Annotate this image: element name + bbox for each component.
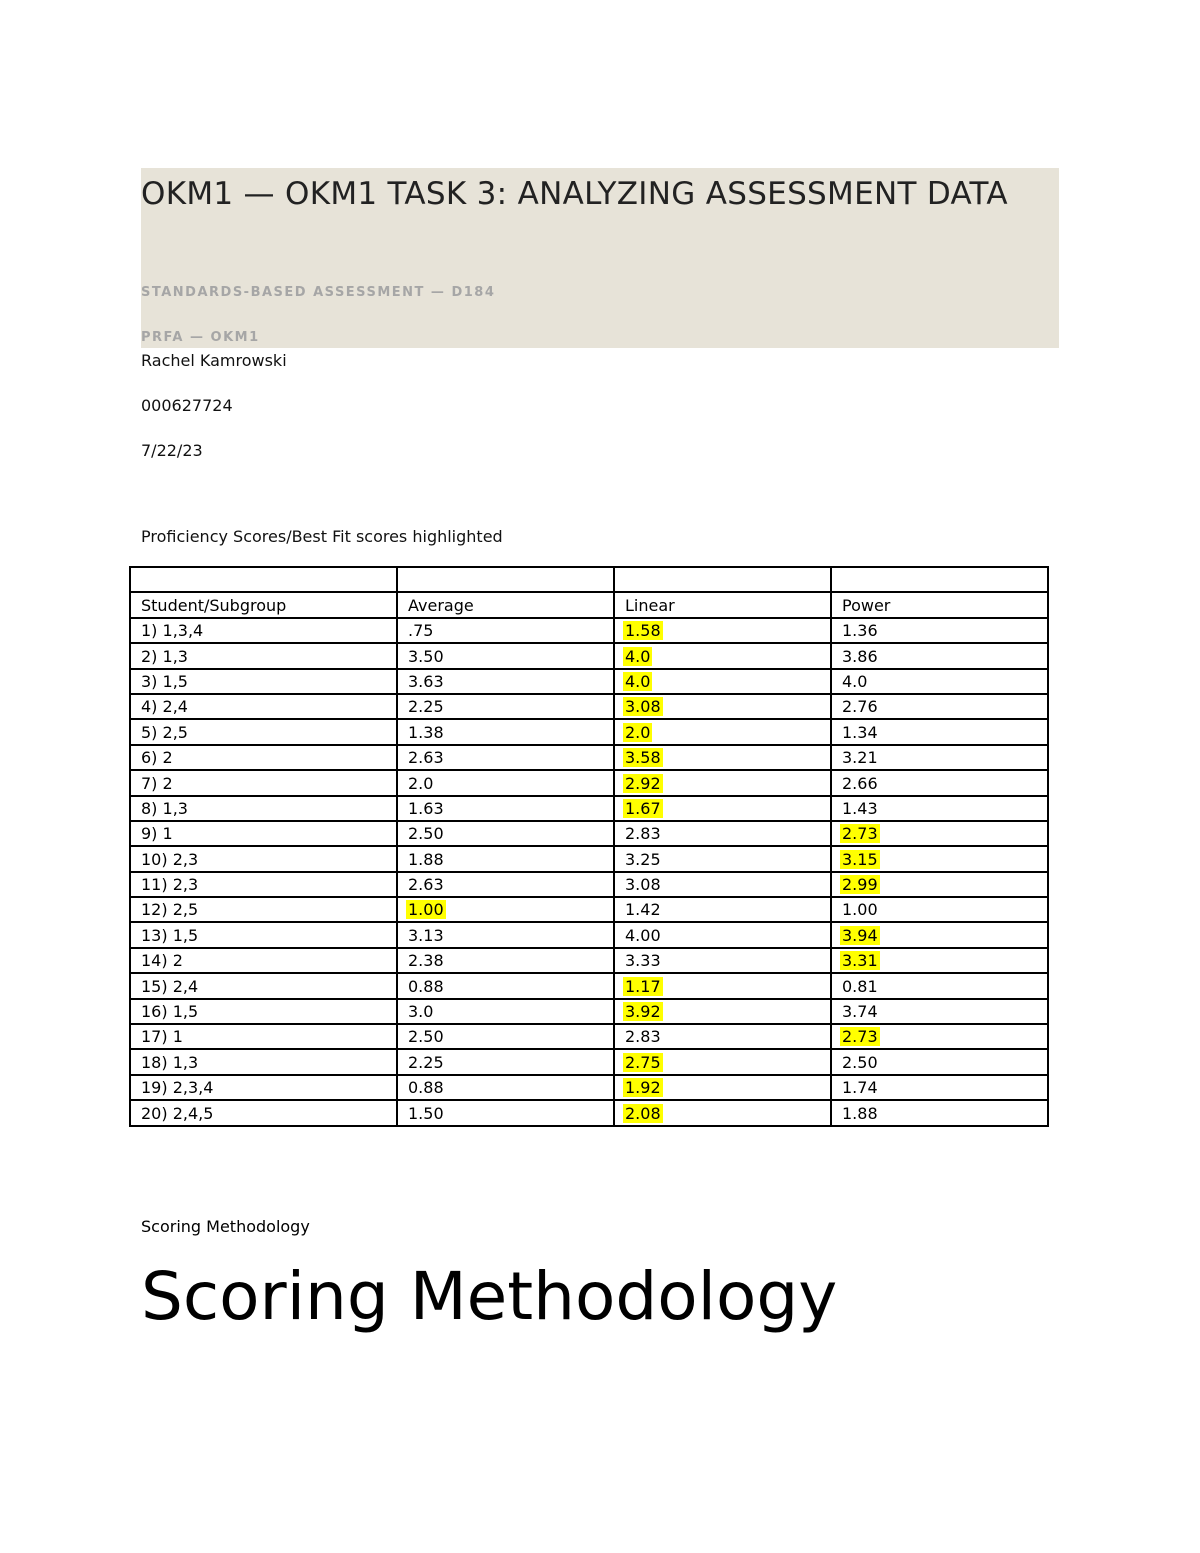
power-score-cell — [831, 948, 1048, 973]
linear-score-cell — [614, 1075, 831, 1100]
student-subgroup-cell: 13) 1,5 — [130, 922, 397, 947]
best-fit-highlight: 4.0 — [625, 646, 651, 666]
linear-score-cell — [614, 1049, 831, 1074]
average-score-cell: 0.88 — [397, 1075, 614, 1100]
average-score-cell: .75 — [397, 618, 614, 643]
average-score-cell — [397, 897, 614, 922]
student-subgroup-cell: 17) 1 — [130, 1024, 397, 1049]
power-score-cell — [831, 821, 1048, 846]
student-subgroup-cell: 11) 2,3 — [130, 872, 397, 897]
table-blank-row — [130, 567, 1048, 592]
section-heading-large: Scoring Methodology — [141, 1258, 838, 1335]
power-score-cell: 1.36 — [831, 618, 1048, 643]
best-fit-highlight: 3.08 — [625, 697, 661, 717]
average-score-cell: 2.0 — [397, 770, 614, 795]
average-score-cell: 2.50 — [397, 821, 614, 846]
linear-score-cell — [614, 973, 831, 998]
table-row — [130, 922, 1048, 947]
table-row — [130, 643, 1048, 668]
average-score-cell: 3.13 — [397, 922, 614, 947]
power-score-cell: 3.74 — [831, 999, 1048, 1024]
table-row — [130, 1075, 1048, 1100]
column-header-student: Student/Subgroup — [130, 592, 397, 617]
linear-score-cell — [614, 796, 831, 821]
table-row — [130, 770, 1048, 795]
student-subgroup-cell: 12) 2,5 — [130, 897, 397, 922]
student-subgroup-cell: 3) 1,5 — [130, 669, 397, 694]
average-score-cell: 3.50 — [397, 643, 614, 668]
best-fit-highlight: 3.92 — [625, 1002, 661, 1022]
linear-score-cell — [614, 643, 831, 668]
power-score-cell: 4.0 — [831, 669, 1048, 694]
linear-score-cell — [614, 618, 831, 643]
power-score-cell: 2.66 — [831, 770, 1048, 795]
power-score-cell: 1.34 — [831, 719, 1048, 744]
power-score-cell: 2.50 — [831, 1049, 1048, 1074]
average-score-cell: 2.38 — [397, 948, 614, 973]
section-heading-small: Scoring Methodology — [141, 1217, 310, 1236]
student-subgroup-cell: 16) 1,5 — [130, 999, 397, 1024]
student-subgroup-cell: 2) 1,3 — [130, 643, 397, 668]
best-fit-highlight: 2.08 — [625, 1103, 661, 1123]
table-header-row — [130, 592, 1048, 617]
linear-score-cell — [614, 694, 831, 719]
average-score-cell: 1.88 — [397, 846, 614, 871]
power-score-cell — [831, 922, 1048, 947]
best-fit-highlight: 2.92 — [625, 773, 661, 793]
linear-score-cell — [614, 999, 831, 1024]
student-subgroup-cell: 15) 2,4 — [130, 973, 397, 998]
linear-score-cell: 2.83 — [614, 1024, 831, 1049]
proficiency-scores-table — [129, 566, 1049, 1127]
average-score-cell: 2.25 — [397, 694, 614, 719]
blank-cell — [614, 567, 831, 592]
table-row — [130, 948, 1048, 973]
best-fit-highlight: 2.73 — [842, 824, 878, 844]
student-subgroup-cell: 5) 2,5 — [130, 719, 397, 744]
power-score-cell: 1.74 — [831, 1075, 1048, 1100]
best-fit-highlight: 4.0 — [625, 671, 651, 691]
table-row — [130, 618, 1048, 643]
blank-cell — [397, 567, 614, 592]
best-fit-highlight: 3.58 — [625, 748, 661, 768]
table-row — [130, 745, 1048, 770]
best-fit-highlight: 3.31 — [842, 951, 878, 971]
best-fit-highlight: 3.15 — [842, 849, 878, 869]
student-subgroup-cell: 1) 1,3,4 — [130, 618, 397, 643]
table-row — [130, 669, 1048, 694]
document-title: OKM1 — OKM1 TASK 3: ANALYZING ASSESSMENT DATA — [141, 176, 1008, 212]
table-caption: Proficiency Scores/Best Fit scores highlighted — [141, 527, 503, 546]
average-score-cell: 2.25 — [397, 1049, 614, 1074]
linear-score-cell: 1.42 — [614, 897, 831, 922]
best-fit-highlight: 1.00 — [408, 900, 444, 920]
best-fit-highlight: 1.92 — [625, 1078, 661, 1098]
table-row — [130, 821, 1048, 846]
power-score-cell — [831, 1024, 1048, 1049]
table-row — [130, 796, 1048, 821]
assessment-subtitle: PRFA — OKM1 — [141, 330, 260, 345]
student-subgroup-cell: 6) 2 — [130, 745, 397, 770]
power-score-cell: 2.76 — [831, 694, 1048, 719]
average-score-cell: 1.63 — [397, 796, 614, 821]
linear-score-cell: 4.00 — [614, 922, 831, 947]
student-subgroup-cell: 10) 2,3 — [130, 846, 397, 871]
average-score-cell: 2.63 — [397, 872, 614, 897]
table-row — [130, 846, 1048, 871]
average-score-cell: 2.50 — [397, 1024, 614, 1049]
power-score-cell — [831, 846, 1048, 871]
best-fit-highlight: 2.99 — [842, 875, 878, 895]
student-id: 000627724 — [141, 396, 233, 415]
table-row — [130, 1049, 1048, 1074]
power-score-cell: 3.86 — [831, 643, 1048, 668]
blank-cell — [130, 567, 397, 592]
average-score-cell: 1.50 — [397, 1100, 614, 1125]
linear-score-cell: 2.83 — [614, 821, 831, 846]
linear-score-cell — [614, 745, 831, 770]
table-row — [130, 694, 1048, 719]
average-score-cell: 0.88 — [397, 973, 614, 998]
linear-score-cell: 3.33 — [614, 948, 831, 973]
student-subgroup-cell: 4) 2,4 — [130, 694, 397, 719]
student-subgroup-cell: 20) 2,4,5 — [130, 1100, 397, 1125]
student-subgroup-cell: 7) 2 — [130, 770, 397, 795]
submission-date: 7/22/23 — [141, 441, 203, 460]
student-subgroup-cell: 14) 2 — [130, 948, 397, 973]
best-fit-highlight: 2.75 — [625, 1052, 661, 1072]
linear-score-cell — [614, 770, 831, 795]
student-subgroup-cell: 19) 2,3,4 — [130, 1075, 397, 1100]
table-row — [130, 719, 1048, 744]
best-fit-highlight: 3.94 — [842, 925, 878, 945]
linear-score-cell: 3.25 — [614, 846, 831, 871]
best-fit-highlight: 1.17 — [625, 976, 661, 996]
best-fit-highlight: 1.58 — [625, 621, 661, 641]
column-header-power: Power — [831, 592, 1048, 617]
student-subgroup-cell: 8) 1,3 — [130, 796, 397, 821]
table-row — [130, 1024, 1048, 1049]
linear-score-cell — [614, 1100, 831, 1125]
average-score-cell: 2.63 — [397, 745, 614, 770]
table-row — [130, 999, 1048, 1024]
table-row — [130, 1100, 1048, 1125]
blank-cell — [831, 567, 1048, 592]
power-score-cell: 1.00 — [831, 897, 1048, 922]
table-row — [130, 973, 1048, 998]
best-fit-highlight: 2.0 — [625, 722, 651, 742]
column-header-average: Average — [397, 592, 614, 617]
power-score-cell: 1.88 — [831, 1100, 1048, 1125]
linear-score-cell — [614, 669, 831, 694]
linear-score-cell: 3.08 — [614, 872, 831, 897]
power-score-cell — [831, 872, 1048, 897]
author-name: Rachel Kamrowski — [141, 351, 287, 370]
average-score-cell: 3.0 — [397, 999, 614, 1024]
course-subtitle: STANDARDS-BASED ASSESSMENT — D184 — [141, 285, 496, 300]
power-score-cell: 0.81 — [831, 973, 1048, 998]
table-row — [130, 872, 1048, 897]
student-subgroup-cell: 9) 1 — [130, 821, 397, 846]
average-score-cell: 1.38 — [397, 719, 614, 744]
average-score-cell: 3.63 — [397, 669, 614, 694]
table-row — [130, 897, 1048, 922]
power-score-cell: 3.21 — [831, 745, 1048, 770]
table-body — [130, 618, 1048, 1126]
column-header-linear: Linear — [614, 592, 831, 617]
best-fit-highlight: 1.67 — [625, 798, 661, 818]
linear-score-cell — [614, 719, 831, 744]
best-fit-highlight: 2.73 — [842, 1027, 878, 1047]
power-score-cell: 1.43 — [831, 796, 1048, 821]
student-subgroup-cell: 18) 1,3 — [130, 1049, 397, 1074]
